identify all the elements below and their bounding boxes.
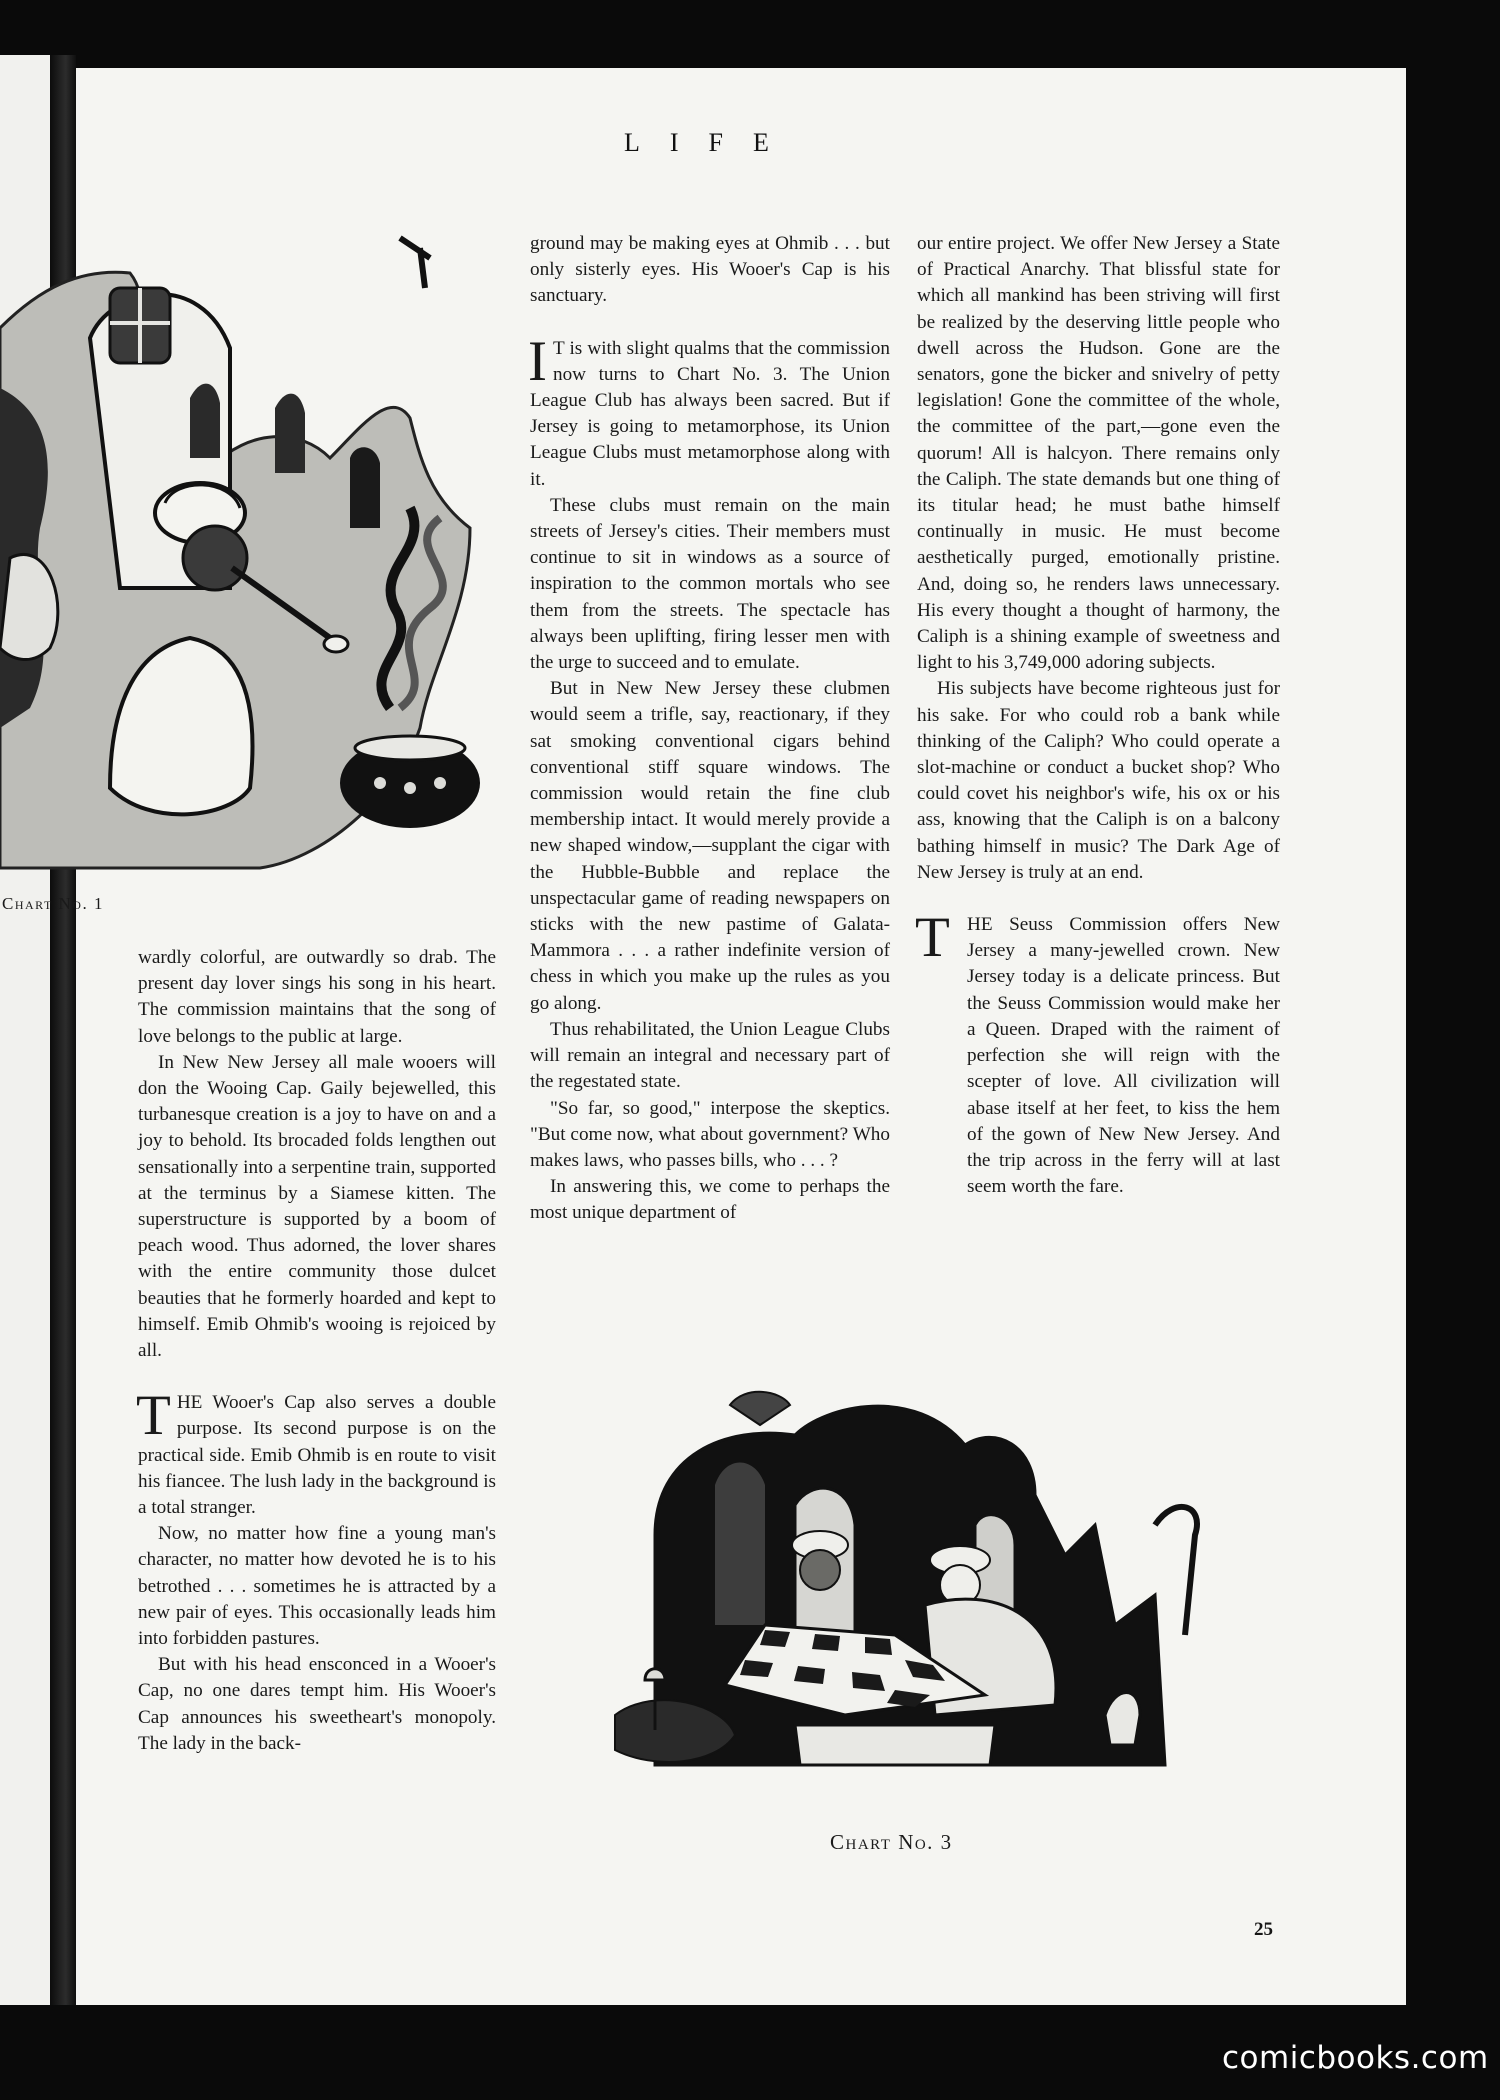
column-3 <box>917 231 1280 1200</box>
dropcap: T <box>136 1384 171 1448</box>
column-1 <box>138 945 496 1757</box>
page-number: 25 <box>1254 1919 1273 1940</box>
chart1-caption: Chart No. 1 <box>2 894 104 913</box>
col1-section-paragraph-3: But with his head ensconced in a Wooer's Cap, no one dares tempt him. His Wooer's Cap announces his sweetheart's monopoly. The lady in the back- <box>138 1654 496 1754</box>
dropcap: T <box>915 906 950 970</box>
col1-section-paragraph-1 <box>136 1384 496 1521</box>
column-2 <box>530 231 890 1227</box>
col2-section-text: T is with slight qualms that the commission now turns to Chart No. 3. The Union League Club has always been sacred. But if Jersey is going to metamorphose, its Union League Clubs must metamorphose along with it. <box>530 337 890 490</box>
col2-paragraph-2: These clubs must remain on the main streets of Jersey's cities. Their members must continue to sit in windows as a source of inspiration to the common mortals who see them from the streets. The spectacle has always been uplifting, firing lesser men with the urge to succeed and to emulate. <box>530 494 890 674</box>
col1-section-text: HE Wooer's Cap also serves a double purpose. Its second purpose is on the practical side. Emib Ohmib is en route to visit his fiancee. The lush lady in the background is a total stranger. <box>138 1392 496 1519</box>
col3-section-paragraph <box>915 906 1280 1200</box>
col2-paragraph-3: But in New New Jersey these clubmen would seem a trifle, say, reactionary, if they sat smoking conventional cigars behind conventional stiff square windows. The commission would retain the fine club membership intact. It would merely provide a new shaped window,—supplant the cigar with the Hubble-Bubble and replace the unspectacular game of reading newspapers on sticks with the new pastime of Galata-Mammora . . . a rather indefinite version of chess in which you make up the rules as you go along. <box>530 678 890 1014</box>
running-head: LIFE <box>624 128 799 157</box>
chart1-illustration <box>0 228 520 878</box>
dropcap: I <box>528 329 547 393</box>
col1-paragraph-1: wardly colorful, are outwardly so drab. The present day lover sings his song in his heart. The commission maintains that the song of love belongs to the public at large. <box>138 947 496 1047</box>
watermark: comicbooks.com <box>1222 2040 1489 2076</box>
col2-section-paragraph-1 <box>528 329 890 493</box>
col3-paragraph-2: His subjects have become righteous just for his sake. For who could rob a bank while thinking of the Caliph? Who could operate a slot-machine or conduct a bucket shop? Who could covet his neighbor's wife, his ox or his ass, knowing that the Caliph is on a balcony bathing himself in music? The Dark Age of New Jersey is truly at an end. <box>917 678 1280 883</box>
chart3-illustration <box>595 1385 1235 1805</box>
col2-lead: ground may be making eyes at Ohmib . . . but only sisterly eyes. His Wooer's Cap is his sanctuary. <box>530 233 890 307</box>
col2-paragraph-4: Thus rehabilitated, the Union League Clubs will remain an integral and necessary part of the regestated state. <box>530 1018 890 1093</box>
chart3-caption: Chart No. 3 <box>830 1830 953 1854</box>
col1-paragraph-2: In New New Jersey all male wooers will don the Wooing Cap. Gaily bejewelled, this turbanesque creation is a joy to have on and a joy to behold. Its brocaded folds lengthen out sensationally into a serpentine train, supported at the terminus by a Siamese kitten. The superstructure is supported by a boom of peach wood. Thus adorned, the lover shares with the entire community those dulcet beauties that he formerly hoarded and kept to himself. Emib Ohmib's wooing is rejoiced by all. <box>138 1051 496 1362</box>
col2-paragraph-6: In answering this, we come to perhaps the most unique department of <box>530 1176 890 1224</box>
col1-section-paragraph-2: Now, no matter how fine a young man's character, no matter how devoted he is to his betrothed . . . sometimes he is attracted by a new pair of eyes. This occasionally leads him into forbidden pastures. <box>138 1523 496 1650</box>
col3-lead: our entire project. We offer New Jersey a State of Practical Anarchy. That blissful state for which all mankind has been striving will first be realized by the deserving little people who dwell across the Hudson. Gone are the senators, gone the bicker and snivelry of petty legislation! Gone the committee of the whole, the committee of the part,—gone even the quorum! All is halcyon. There remains only the Caliph. The state demands but one thing of its titular head; he must bathe himself continually in music. He must become aesthetically purged, emotionally pristine. And, doing so, he renders laws unnecessary. His every thought a thought of harmony, the Caliph is a shining example of sweetness and light to his 3,749,000 adoring subjects. <box>917 233 1280 674</box>
col2-paragraph-5: "So far, so good," interpose the skeptics. "But come now, what about government? Who makes laws, who passes bills, who . . . ? <box>530 1097 890 1171</box>
col3-section-text: HE Seuss Commission offers New Jersey a many-jewelled crown. New Jersey today is a delicate princess. But the Seuss Commission would make her a Queen. Draped with the raiment of perfection she will reign with the scepter of love. All civilization will abase itself at her feet, to kiss the hem of the gown of New New Jersey. And the trip across in the ferry will at last seem worth the fare. <box>967 914 1280 1198</box>
